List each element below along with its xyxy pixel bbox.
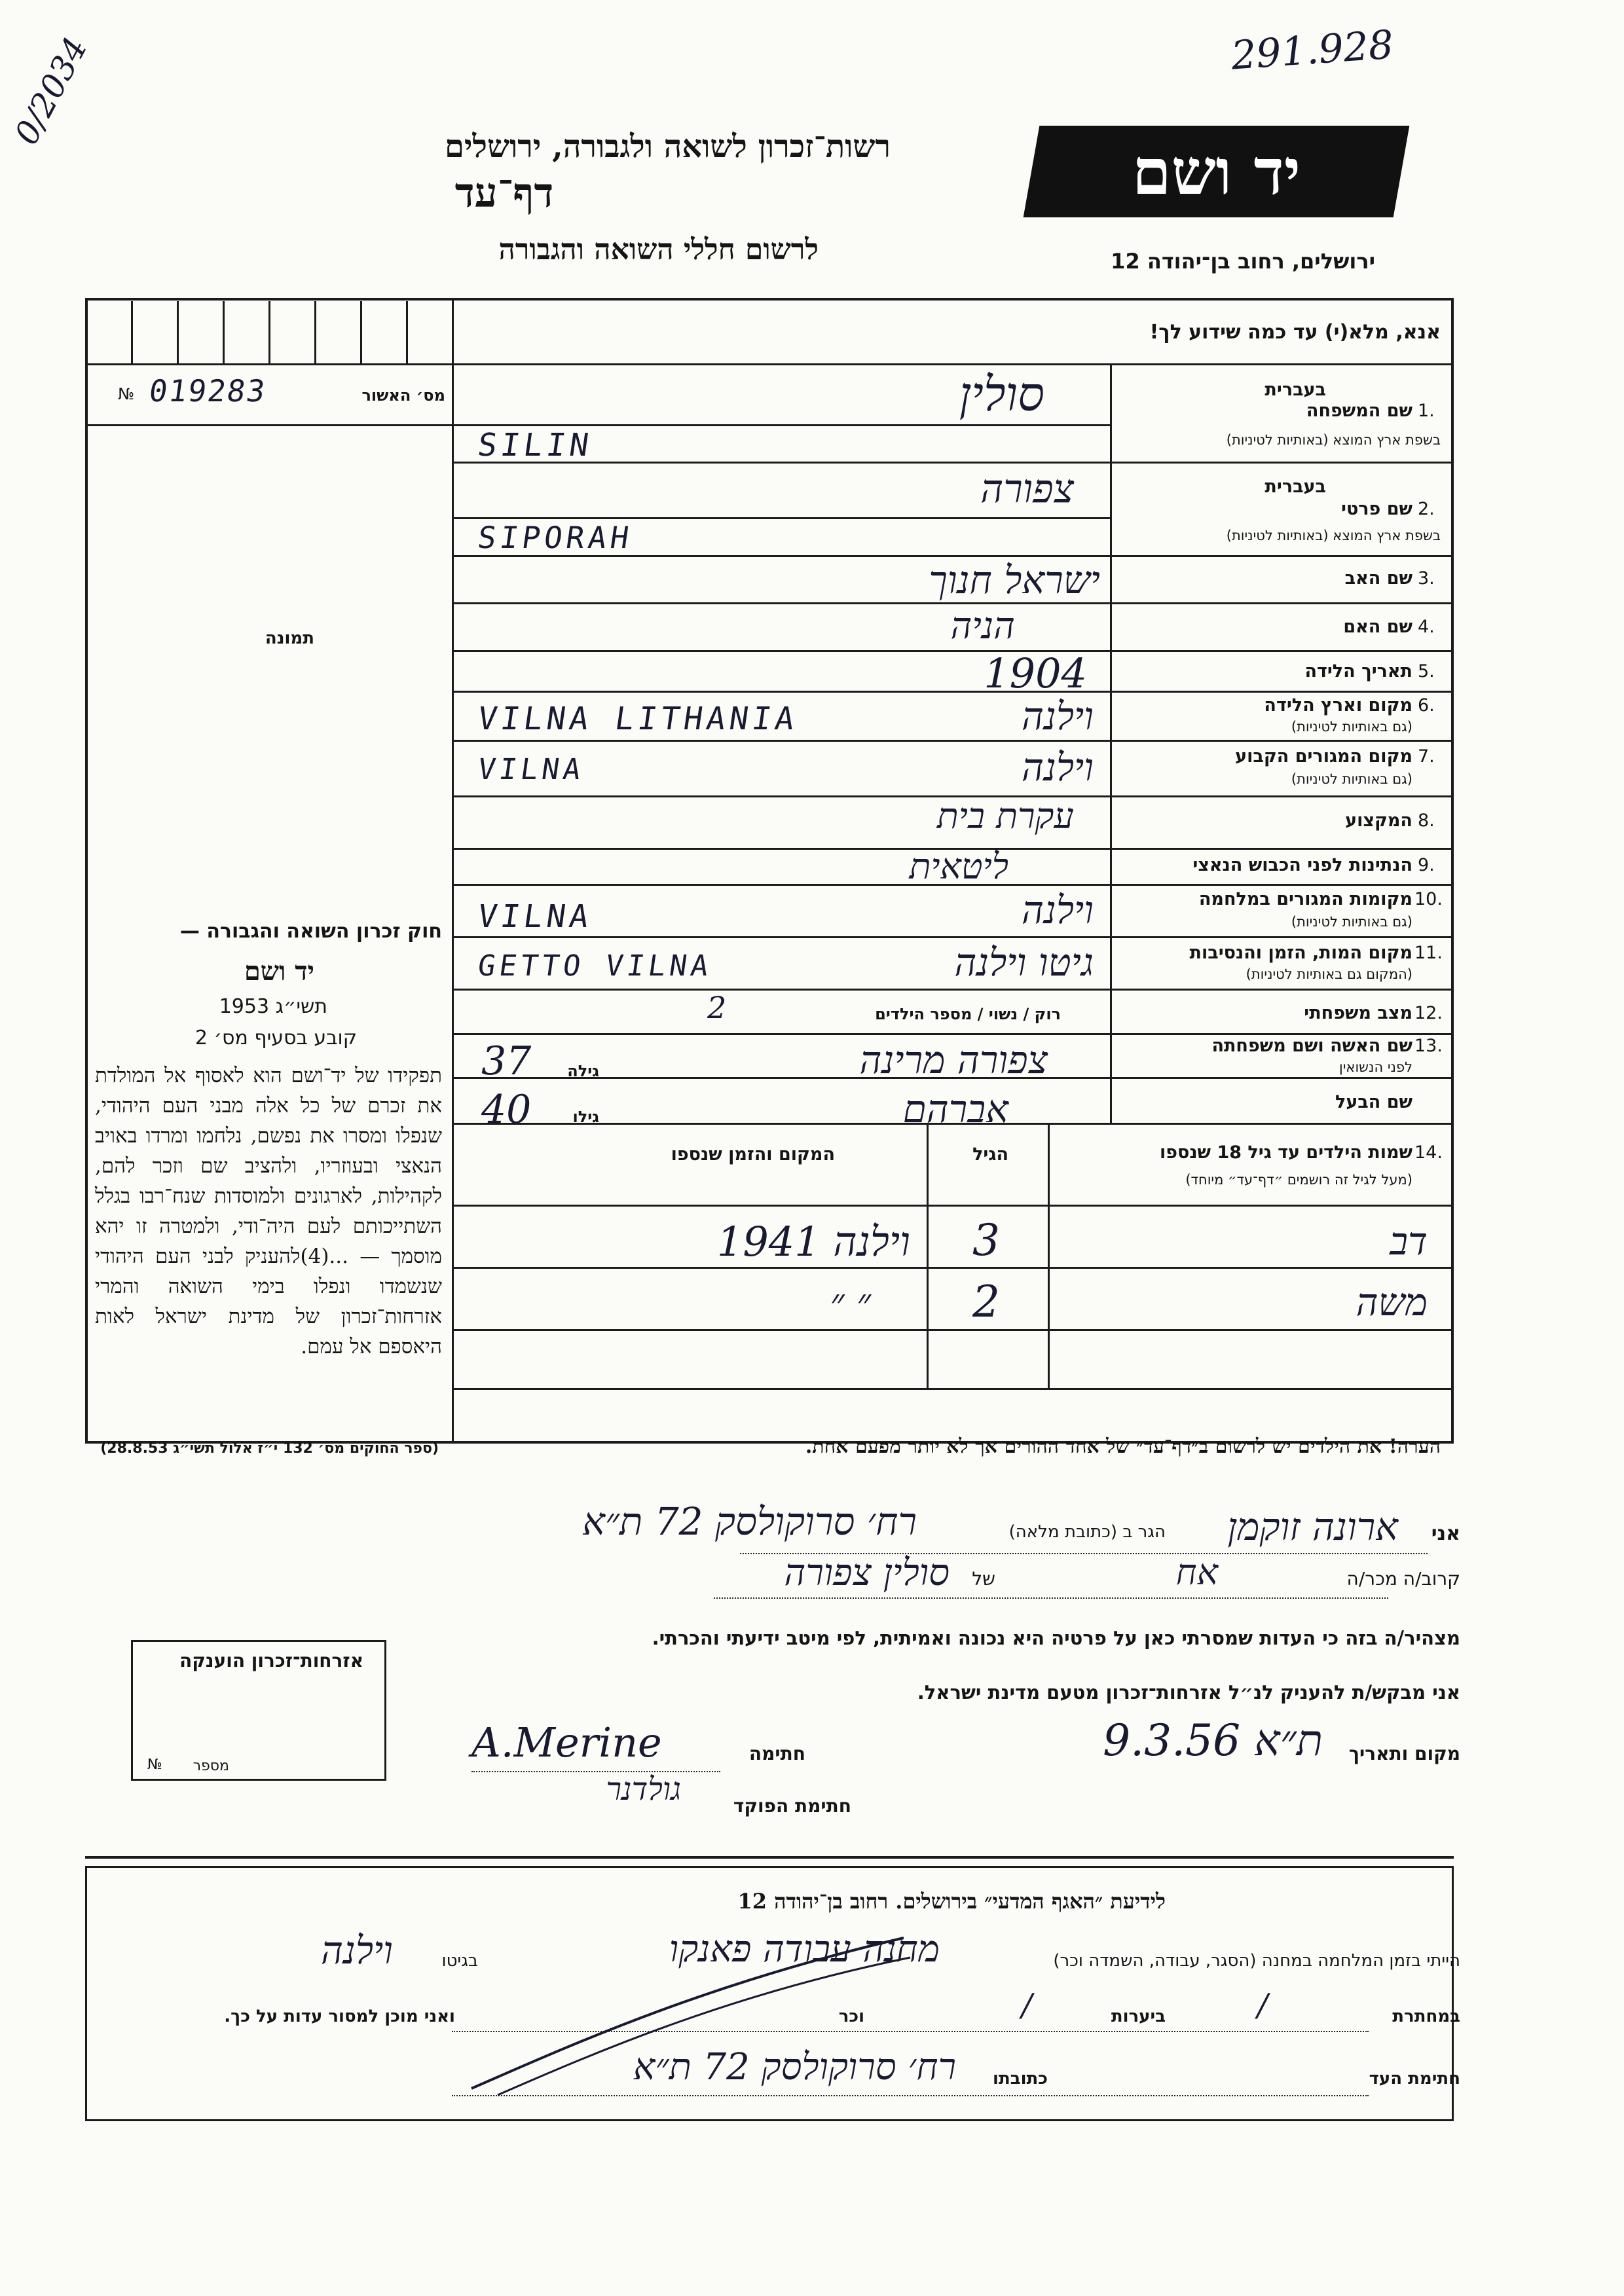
law-year: תשי״ג 1953 [219, 995, 327, 1018]
birth-date: 1904 [984, 649, 1087, 697]
death-he: גיטו וילנה [954, 940, 1094, 985]
field-5-label: תאריך הלידה [1304, 661, 1412, 682]
citizenship-number-prefix: № [147, 1757, 162, 1773]
etc-label: וכר [838, 2007, 864, 2026]
law-name: יד ושם [244, 956, 314, 987]
law-text: תפקידו של יד־ושם הוא לאסוף אל המולדת את זכרם של כל אלה מבני העם היהודי, שנפלו ומסרו את נפשם, נלחמו ומרדו באויב הנאצי ובעוזריו, ולהציב שם וזכר להם, לקהילות, לארגונים ולמוסדות שנח־רבו בגלל השתייכותם לעם היה־ודי, ולמטרה זו יהא מוסמך — ...(4)להעניק לבני העם היהודי שנשמדו ונפלו בימי השואה והמרי אזרחות־זכרון של מדינת ישראל לאות היאספם אל עמם. [95, 1064, 442, 1358]
field-3-label: שם האב [1344, 568, 1412, 589]
field-14-num: 14. [1414, 1142, 1443, 1163]
husband-age: 40 [481, 1087, 532, 1133]
cert-tick [406, 301, 408, 363]
child-2-age: 2 [972, 1277, 1000, 1327]
field-8-label: המקצוע [1345, 811, 1412, 831]
labels-divider [1110, 363, 1112, 1123]
cert-tick [177, 301, 179, 363]
declaration-statement: מצהיר/ה בזה כי העדות שמסרתי כאן על פרטיה היא נכונה ואמיתית, לפי מיטב ידיעתי והכרתי. [652, 1627, 1460, 1649]
row-line [452, 462, 1454, 464]
underground-label: במחתרת [1392, 2007, 1460, 2026]
relation-value: אח [1175, 1552, 1218, 1593]
nationality: ליטאית [909, 846, 1008, 887]
cert-row-line [85, 363, 452, 365]
header-address: ירושלים, רחוב בן־יהודה 12 [1111, 249, 1375, 274]
children-row-line [452, 1388, 1454, 1390]
cert-tick [223, 301, 225, 363]
form-instruction: אנא, מלא(י) עד כמה שידוע לך! [1149, 321, 1441, 344]
field-11-num: 11. [1414, 943, 1443, 963]
field-8-num: 8. [1418, 811, 1435, 831]
camp-value: מחנה עבודה פאנקו [669, 1928, 940, 1971]
official-signature: גולדנר [606, 1771, 681, 1808]
residence-he: וילנה [1021, 745, 1094, 790]
row-line [452, 989, 1454, 991]
signature-label: חתימה [748, 1743, 805, 1764]
field-6-label: מקום וארץ הלידה [1264, 695, 1412, 716]
yad-vashem-logo [1024, 126, 1410, 217]
declarant-signature: A.Merine [471, 1719, 662, 1766]
surname-he: סולין [959, 367, 1044, 422]
relation-label: קרוב/ה מכר/ה [1346, 1568, 1460, 1590]
children-row-line [452, 1267, 1454, 1269]
profession: עקרת בית [936, 795, 1074, 837]
form-subtitle: לרשום חללי השואה והגבורה [498, 233, 819, 266]
field-7-num: 7. [1418, 746, 1435, 767]
underground-mark: / [1257, 1987, 1268, 2024]
place-date: ת״א 9.3.56 [1103, 1715, 1323, 1766]
margin-note: 0/2034 [7, 31, 95, 151]
field-7-sub: (גם באותיות לטיניות) [1291, 771, 1412, 787]
field-6-sub: (גם באותיות לטיניות) [1291, 719, 1412, 735]
place-date-label: מקום ותאריך [1348, 1743, 1460, 1764]
cert-tick [360, 301, 362, 363]
declaration-line-2 [714, 1597, 1388, 1599]
cert-tick [131, 301, 133, 363]
birth-place-latin: VILNA LITHANIA [475, 701, 801, 737]
firstname-latin: SIPORAH [475, 520, 635, 555]
children-row-line [452, 1329, 1454, 1331]
strike-mark [458, 1931, 917, 2102]
forests-mark: / [1022, 1987, 1033, 2024]
label-in-hebrew-2: בעברית [1264, 477, 1326, 497]
field-13-num: 13. [1414, 1036, 1443, 1056]
cert-tick [314, 301, 316, 363]
field-11-sub: (המקום גם באותיות לטיניות) [1246, 966, 1412, 982]
field-2-sub: בשפת ארץ המוצא (באותיות לטיניות) [1226, 528, 1441, 543]
witness-address: רח׳ סרוקולסק 72 ת״א [633, 2046, 956, 2088]
husband-name-label: שם הבעל [1335, 1092, 1412, 1112]
row-line [452, 602, 1454, 604]
archive-file-number: 291.928 [1229, 22, 1395, 79]
field-14-sub: (מעל לגיל זה רושמים ״דף־עד״ מיוחד) [1185, 1172, 1412, 1188]
field-1-sub: בשפת ארץ המוצא (באותיות לטיניות) [1226, 432, 1441, 448]
ghetto-label: בגיטו [441, 1951, 478, 1971]
mother-name: הניה [950, 605, 1015, 647]
witness-signature-label: חתימת העד [1369, 2069, 1460, 2088]
bottom-section-line [85, 1856, 1454, 1859]
declaration-resides-label: הגר ב (כתובת מלאה) [1008, 1522, 1166, 1542]
field-2-num: 2. [1418, 499, 1435, 519]
label-in-hebrew-1: בעברית [1264, 380, 1326, 400]
birth-place-he: וילנה [1021, 694, 1094, 738]
ghetto-value: וילנה [320, 1928, 393, 1973]
field-10-label: מקומות המגורים במלחמה [1198, 889, 1412, 909]
children-header-line [452, 1205, 1454, 1207]
child-2-place: ״ ״ [830, 1280, 871, 1324]
marital-options-label: רוק / נשוי / מספר הילדים [875, 1005, 1061, 1023]
authority-name: רשות־זכרון לשואה ולגבורה, ירושלים [444, 128, 891, 165]
declarant-name: ארונה זוקמן [1227, 1504, 1398, 1549]
cert-bottom-line [85, 424, 452, 426]
law-citation: (ספר החוקים מס׳ 132 י״ז אלול תשי״ג 28.8.53) [100, 1440, 439, 1457]
children-note: הערה! את הילדים יש לרשום ב״דף־עד״ של אחד ההורים אך לא יותר מפעם אחת. [805, 1435, 1441, 1458]
field-4-label: שם האם [1343, 617, 1412, 637]
field-10-num: 10. [1414, 889, 1443, 909]
citizenship-box-title: אזרחות־זכרון הוענקה [179, 1650, 363, 1671]
field-12-label: מצב משפחתי [1304, 1003, 1412, 1023]
field-7-label: מקום המגורים הקבוע [1235, 746, 1412, 767]
of-label: של [972, 1568, 995, 1590]
row-line [452, 1033, 1454, 1035]
row-line [452, 517, 1110, 519]
field-13-sub: לפני הנשואין [1338, 1059, 1412, 1075]
form-title: דף־עד [454, 169, 554, 217]
field-1-label: שם המשפחה [1306, 401, 1412, 421]
field-9-num: 9. [1418, 855, 1435, 875]
children-col-place-label: המקום והזמן שנספו [671, 1144, 835, 1165]
wife-age: 37 [481, 1038, 532, 1084]
husband-name: אברהם [902, 1087, 1008, 1131]
field-10-sub: (גם באותיות לטיניות) [1291, 914, 1412, 930]
row-line [452, 691, 1454, 693]
husband-age-label: גילו [572, 1108, 599, 1126]
firstname-he: צפורה [980, 466, 1074, 512]
field-5-num: 5. [1418, 661, 1435, 682]
children-col-age-label: הגיל [972, 1144, 1008, 1165]
row-line [452, 936, 1454, 938]
law-title: חוק זכרון השואה והגבורה — [179, 920, 442, 943]
wartime-he: וילנה [1021, 888, 1094, 932]
field-11-label: מקום המות, הזמן והנסיבות [1189, 943, 1412, 963]
row-line [452, 424, 1110, 426]
deceased-name: סולין צפורה [784, 1552, 950, 1594]
field-12-num: 12. [1414, 1003, 1443, 1023]
surname-latin: SILIN [475, 427, 595, 464]
children-col-divider [927, 1123, 929, 1388]
wife-name: צפורה מרינה [859, 1038, 1048, 1082]
child-1-place: וילנה 1941 [716, 1218, 910, 1266]
row-line [452, 740, 1454, 742]
forests-label: ביערות [1111, 2007, 1166, 2026]
field-1-num: 1. [1418, 401, 1435, 421]
official-signature-label: חתימת הפוקד [733, 1795, 851, 1817]
wartime-latin: VILNA [475, 898, 595, 935]
photo-label: תמונה [265, 629, 314, 648]
death-latin: GETTO VILNA [475, 949, 714, 983]
child-1-age: 3 [972, 1215, 1000, 1266]
child-1-name: דב [1390, 1219, 1428, 1264]
wife-age-label: גילה [567, 1062, 599, 1080]
law-clause: קובע בסעיף מס׳ 2 [194, 1027, 357, 1049]
witness-address-label: כתובתו [993, 2069, 1048, 2088]
science-title: לידיעת ״האגף המדעי״ בירושלים. רחוב בן־יהודה 12 [737, 1889, 1166, 1914]
field-14-label: שמות הילדים עד גיל 18 שנספו [1159, 1142, 1412, 1163]
cert-tick [268, 301, 270, 363]
field-9-label: הנתינות לפני הכבוש הנאצי [1192, 855, 1412, 875]
sidebar-divider [452, 298, 454, 1444]
field-2-label: שם פרטי [1341, 499, 1412, 519]
logo-text: יד ושם [1132, 135, 1301, 209]
instruction-row-line [452, 363, 1454, 365]
signature-line [471, 1771, 720, 1772]
children-count: 2 [707, 990, 727, 1025]
ready-label: ואני מוכן למסור עדות על כך. [224, 2007, 455, 2026]
child-2-name: משה [1356, 1280, 1428, 1324]
row-line [452, 650, 1454, 652]
declaration-request: אני מבקש/ת להעניק לנ״ל אזרחות־זכרון מטעם מדינת ישראל. [917, 1681, 1460, 1704]
father-name: ישראל חנוך [929, 558, 1100, 602]
field-3-num: 3. [1418, 568, 1435, 589]
field-13-label: שם האשה ושם משפחתה [1211, 1036, 1412, 1056]
cert-label: מס׳ האשור [361, 386, 445, 405]
children-col-divider [1048, 1123, 1050, 1388]
declaration-i-label: אני [1431, 1522, 1460, 1545]
row-line [452, 555, 1454, 557]
field-6-num: 6. [1418, 695, 1435, 716]
residence-latin: VILNA [475, 753, 587, 786]
cert-prefix: № [118, 385, 134, 403]
citizenship-number-label: מספר [193, 1758, 229, 1774]
field-4-num: 4. [1418, 617, 1435, 637]
declarant-address: רח׳ סרוקולסק 72 ת״א [582, 1499, 917, 1544]
cert-number: 019283 [147, 373, 268, 409]
camp-label: הייתי בזמן המלחמה במחנה (הסגר, עבודה, השמדה וכר) [1053, 1951, 1460, 1971]
